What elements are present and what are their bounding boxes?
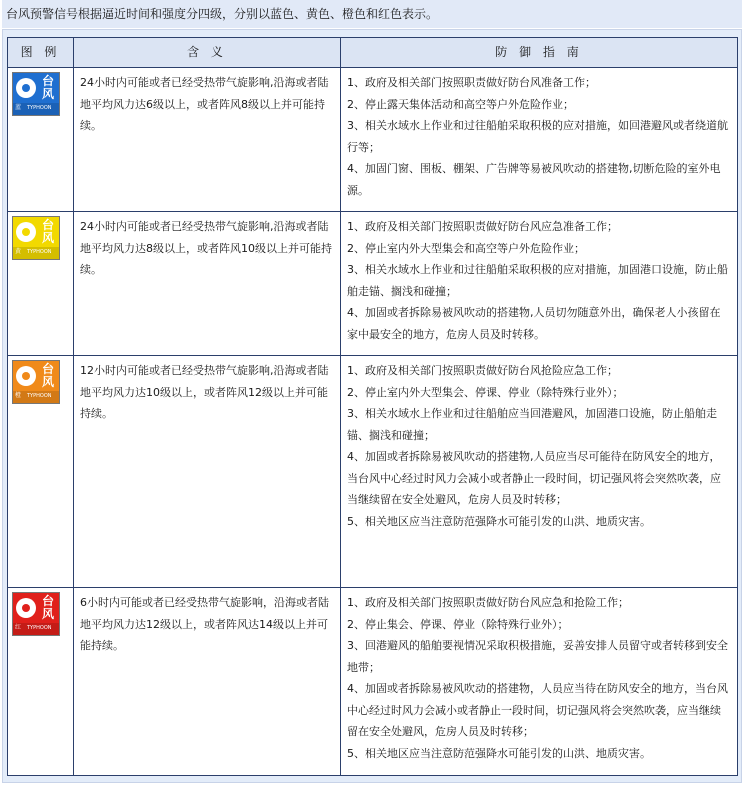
guide-item: 4、加固或者拆除易被风吹动的搭建物,人员切勿随意外出，确保老人小孩留在家中最安全的地方，危房人员及时转移。 — [347, 306, 721, 341]
table-row-blue — [8, 68, 738, 212]
typhoon-yellow-signal-icon — [12, 216, 60, 260]
table-header-row — [8, 38, 738, 68]
header-icon: 图 例 — [8, 38, 74, 68]
badge-title: 台风 — [41, 362, 54, 389]
badge-title: 台风 — [41, 218, 54, 245]
guide-cell — [341, 356, 738, 588]
guide-cell — [341, 588, 738, 776]
meaning-cell: 24小时内可能或者已经受热带气旋影响,沿海或者陆地平均风力达8级以上，或者阵风10级以上并可能持续。 — [74, 212, 341, 356]
typhoon-swirl-icon — [16, 598, 36, 618]
badge-level: 红 — [15, 624, 22, 631]
table-row-yellow — [8, 212, 738, 356]
typhoon-signal-table — [7, 37, 738, 776]
typhoon-red-signal-icon — [12, 592, 60, 636]
badge-level: 蓝 — [15, 104, 22, 111]
guide-item: 1、政府及相关部门按照职责做好防台风抢险应急工作； — [347, 364, 618, 377]
icon-cell — [8, 588, 74, 776]
icon-cell — [8, 68, 74, 212]
guide-item: 2、停止露天集体活动和高空等户外危险作业； — [347, 97, 574, 111]
guide-item: 3、相关水域水上作业和过往船舶采取积极的应对措施，加固港口设施，防止船舶走锚、搁浅和碰撞； — [347, 263, 728, 298]
icon-cell — [8, 212, 74, 356]
icon-cell — [8, 356, 74, 588]
badge-title: 台风 — [41, 74, 54, 101]
guide-item: 3、相关水域水上作业和过往船舶应当回港避风，加固港口设施，防止船舶走锚、搁浅和碰撞； — [347, 407, 717, 442]
badge-title: 台风 — [41, 594, 54, 621]
badge-level: 黄 — [15, 248, 22, 255]
header-guide: 防 御 指 南 — [341, 38, 738, 68]
guide-item: 3、回港避风的船舶要视情况采取积极措施，妥善安排人员留守或者转移到安全地带； — [347, 639, 728, 674]
signal-table-panel — [2, 29, 742, 783]
guide-item: 4、加固或者拆除易被风吹动的搭建物,人员应当尽可能待在防风安全的地方，当台风中心经过时风力会减小或者静止一段时间，切记强风将会突然吹袭，应当继续留在安全处避风，危房人员及时转移； — [347, 450, 721, 506]
guide-item: 2、停止室内外大型集会、停课、停业（除特殊行业外）； — [347, 385, 624, 399]
header-meaning: 含 义 — [74, 38, 341, 68]
typhoon-swirl-icon — [16, 222, 36, 242]
typhoon-orange-signal-icon — [12, 360, 60, 404]
table-row-red — [8, 588, 738, 776]
guide-item: 4、加固门窗、围板、棚架、广告牌等易被风吹动的搭建物,切断危险的室外电源。 — [347, 162, 721, 197]
typhoon-blue-signal-icon — [12, 72, 60, 116]
badge-level: 橙 — [15, 392, 22, 399]
guide-item: 2、停止集会、停课、停业（除特殊行业外）； — [347, 617, 569, 631]
guide-item: 4、加固或者拆除易被风吹动的搭建物，人员应当待在防风安全的地方，当台风中心经过时风力会减小或者静止一段时间，切记强风将会突然吹袭，应当继续留在安全处避风，危房人员及时转移； — [347, 682, 728, 738]
guide-cell — [341, 68, 738, 212]
guide-item: 3、相关水域水上作业和过往船舶采取积极的应对措施，如回港避风或者绕道航行等； — [347, 119, 728, 154]
table-caption: 台风预警信号根据逼近时间和强度分四级，分别以蓝色、黄色、橙色和红色表示。 — [2, 0, 742, 28]
meaning-cell: 6小时内可能或者已经受热带气旋影响，沿海或者陆地平均风力达12级以上，或者阵风达14级以上并可能持续。 — [74, 588, 341, 776]
meaning-cell: 12小时内可能或者已经受热带气旋影响,沿海或者陆地平均风力达10级以上，或者阵风12级以上并可能持续。 — [74, 356, 341, 588]
guide-item: 1、政府及相关部门按照职责做好防台风应急准备工作； — [347, 220, 618, 233]
guide-item: 2、停止室内外大型集会和高空等户外危险作业； — [347, 241, 585, 255]
typhoon-swirl-icon — [16, 78, 36, 98]
typhoon-swirl-icon — [16, 366, 36, 386]
badge-english: TYPHOON — [27, 249, 52, 255]
guide-cell — [341, 212, 738, 356]
badge-english: TYPHOON — [27, 105, 52, 111]
meaning-cell: 24小时内可能或者已经受热带气旋影响,沿海或者陆地平均风力达6级以上，或者阵风8级以上并可能持续。 — [74, 68, 341, 212]
guide-item: 1、政府及相关部门按照职责做好防台风准备工作； — [347, 76, 596, 89]
guide-item: 1、政府及相关部门按照职责做好防台风应急和抢险工作； — [347, 596, 629, 609]
guide-item: 5、相关地区应当注意防范强降水可能引发的山洪、地质灾害。 — [347, 514, 651, 528]
table-row-orange — [8, 356, 738, 588]
badge-english: TYPHOON — [27, 393, 52, 399]
guide-item: 5、相关地区应当注意防范强降水可能引发的山洪、地质灾害。 — [347, 746, 651, 760]
badge-english: TYPHOON — [27, 625, 52, 631]
